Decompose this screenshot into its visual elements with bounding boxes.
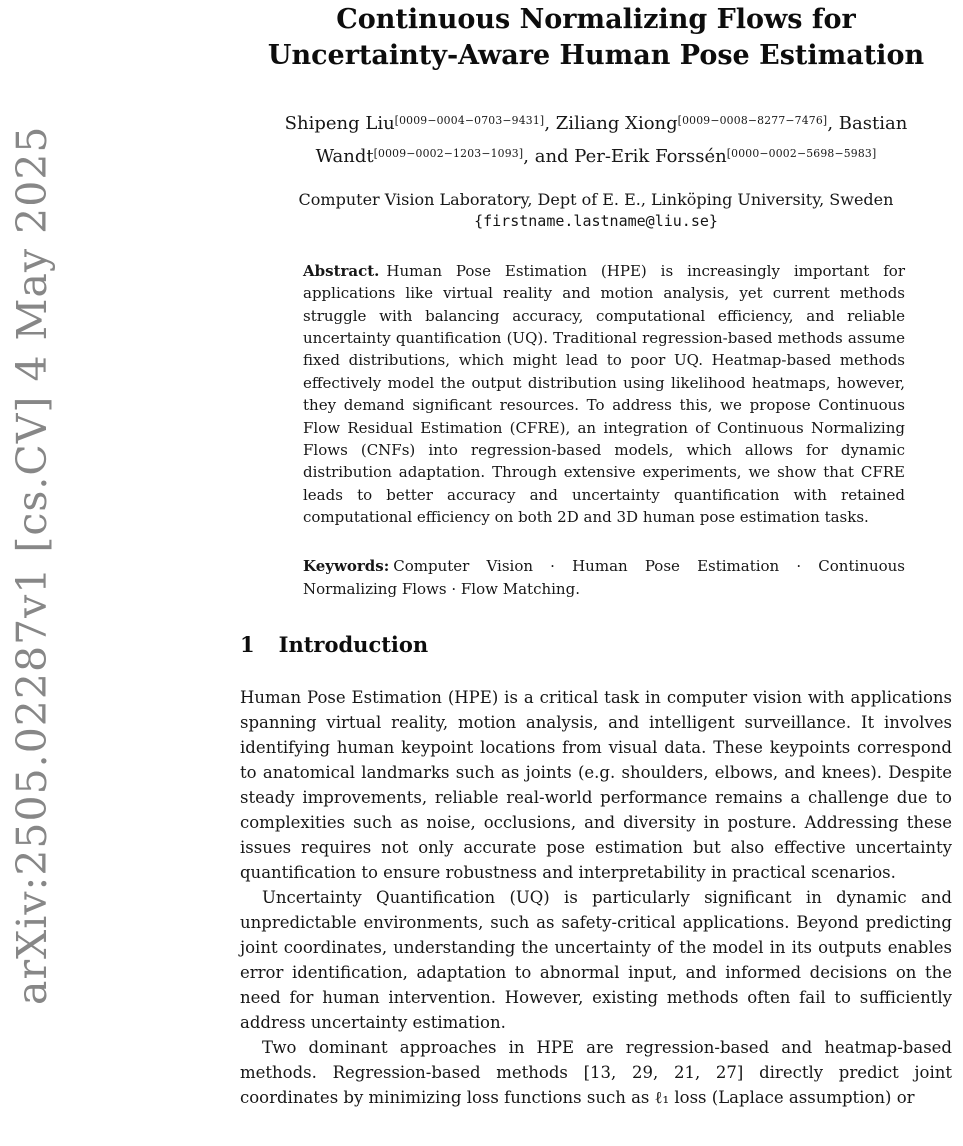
keywords-text: Computer Vision · Human Pose Estimation · Continuous Normalizing Flows · Flow Matching. <box>303 556 905 598</box>
author-orcid: [0009−0004−0703−9431] <box>394 114 545 127</box>
author-name: Shipeng Liu <box>284 112 395 134</box>
author-name: , and Per-Erik Forssén <box>523 145 727 167</box>
abstract <box>303 260 905 529</box>
author-list <box>240 106 952 172</box>
section-1-heading <box>240 631 952 659</box>
author-orcid: [0000−0002−5698−5983] <box>726 146 877 160</box>
email-address: {firstname.lastname@liu.se} <box>474 211 718 230</box>
abstract-label: Abstract. <box>303 261 380 280</box>
author-name: , Ziliang Xiong <box>544 112 678 134</box>
arxiv-watermark: arXiv:2505.02287v1 [cs.CV] 4 May 2025 <box>8 125 56 1005</box>
author-line <box>240 106 952 139</box>
intro-paragraph-2: Uncertainty Quantification (UQ) is particularly significant in dynamic and unpredictable environments, such as safety-critical applications. Beyond predicting joint coordinates, understanding the uncertainty of the model in its outputs enables error identification, adaptation to abnormal input, and informed decisions on the need for human intervention. However, existing methods often fail to sufficiently address uncertainty estimation. <box>240 887 952 1032</box>
author-line <box>240 139 952 172</box>
intro-paragraph-3: Two dominant approaches in HPE are regression-based and heatmap-based methods. Regression-based methods [13, 29, 21, 27] directly predict joint coordinates by minimizing loss functions such as ℓ₁ loss (Laplace assumption) or <box>240 1037 952 1107</box>
abstract-text: Human Pose Estimation (HPE) is increasingly important for applications like virtual reality and motion analysis, yet current methods struggle with balancing accuracy, computational efficiency, and reliable uncertainty quantification (UQ). Traditional regression-based methods assume fixed distributions, which might lead to poor UQ. Heatmap-based methods effectively model the output distribution using likelihood heatmaps, however, they demand significant resources. To address this, we propose Continuous Flow Residual Estimation (CFRE), an integration of Continuous Normalizing Flows (CNFs) into regression-based models, which allows for dynamic distribution adaptation. Through extensive experiments, we show that CFRE leads to better accuracy and uncertainty quantification with retained computational efficiency on both 2D and 3D human pose estimation tasks. <box>303 261 905 527</box>
author-orcid: [0009−0008−8277−7476] <box>677 114 828 127</box>
keywords <box>303 555 905 601</box>
affiliation: Computer Vision Laboratory, Dept of E. E., Linköping University, Sweden <box>298 189 894 209</box>
paper-title <box>240 0 952 74</box>
section-1-title: Introduction <box>278 631 429 657</box>
author-name: Wandt <box>315 145 374 167</box>
paper-title-line2: Uncertainty-Aware Human Pose Estimation <box>267 40 925 71</box>
section-1-number: 1 <box>240 631 255 657</box>
paper-page <box>240 0 952 1110</box>
author-orcid: [0009−0002−1203−1093] <box>373 146 524 160</box>
paper-title-line1: Continuous Normalizing Flows for <box>336 4 856 35</box>
keywords-label: Keywords: <box>303 556 390 575</box>
author-name: , Bastian <box>827 112 908 134</box>
intro-paragraph-1: Human Pose Estimation (HPE) is a critical task in computer vision with applications spanning virtual reality, motion analysis, and intelligent surveillance. It involves identifying human keypoint locations from visual data. These keypoints correspond to anatomical landmarks such as joints (e.g. shoulders, elbows, and knees). Despite steady improvements, reliable real-world performance remains a challenge due to complexities such as noise, occlusions, and diversity in posture. Addressing these issues requires not only accurate pose estimation but also effective uncertainty quantification to ensure robustness and interpretability in practical scenarios. <box>240 687 952 882</box>
